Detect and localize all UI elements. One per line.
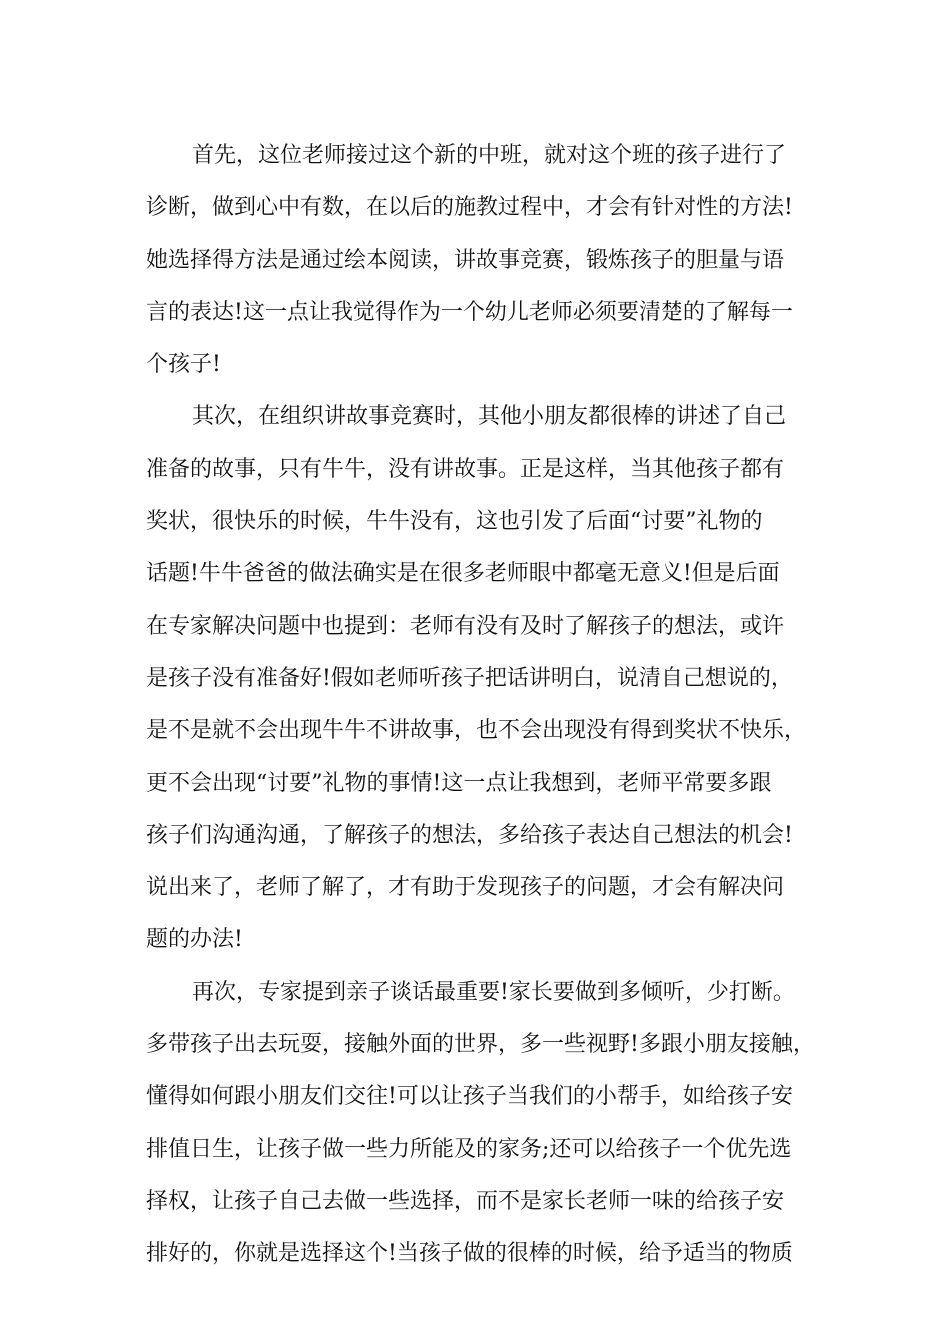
text-line: 题的办法!: [146, 927, 243, 953]
text-line: 其次，在组织讲故事竞赛时，其他小朋友都很棒的讲述了自己: [192, 404, 787, 430]
text-line: 在专家解决问题中也提到：老师有没有及时了解孩子的想法，或许: [146, 613, 785, 639]
text-line: 排好的，你就是选择这个!当孩子做的很棒的时候，给予适当的物质: [146, 1241, 793, 1267]
paragraph-2: [146, 391, 826, 966]
text-line: 再次，专家提到亲子谈话最重要!家长要做到多倾听，少打断。: [192, 979, 795, 1005]
text-line: 排值日生，让孩子做一些力所能及的家务;还可以给孩子一个优先选: [146, 1136, 792, 1162]
text-line: 懂得如何跟小朋友们交往!可以让孩子当我们的小帮手，如给孩子安: [146, 1084, 793, 1110]
document-body: [146, 130, 826, 1281]
text-line: 个孩子!: [146, 352, 221, 378]
text-line: 是不是就不会出现牛牛不讲故事，也不会出现没有得到奖状不快乐，: [146, 718, 807, 744]
text-line: 首先，这位老师接过这个新的中班，就对这个班的孩子进行了: [192, 143, 787, 168]
text-line: 多带孩子出去玩耍，接触外面的世界，多一些视野!多跟小朋友接触，: [146, 1032, 815, 1058]
text-line: 奖状，很快乐的时候，牛牛没有，这也引发了后面“讨要”礼物的: [146, 509, 763, 535]
text-line: 话题!牛牛爸爸的做法确实是在很多老师眼中都毫无意义!但是后面: [146, 561, 780, 587]
text-line: 准备的故事，只有牛牛，没有讲故事。正是这样，当其他孩子都有: [146, 456, 785, 482]
text-line: 说出来了，老师了解了，才有助于发现孩子的问题，才会有解决问: [146, 875, 785, 901]
text-line: 择权，让孩子自己去做一些选择，而不是家长老师一味的给孩子安: [146, 1188, 785, 1214]
text-line: 孩子们沟通沟通，了解孩子的想法，多给孩子表达自己想法的机会!: [146, 822, 793, 848]
text-line: 她选择得方法是通过绘本阅读，讲故事竞赛，锻炼孩子的胆量与语: [146, 247, 785, 273]
paragraph-3: [146, 967, 826, 1281]
text-line: 诊断，做到心中有数，在以后的施教过程中，才会有针对性的方法!: [146, 195, 793, 221]
text-line: 更不会出现“讨要”礼物的事情!这一点让我想到，老师平常要多跟: [146, 770, 772, 796]
paragraph-1: [146, 130, 826, 391]
text-line: 是孩子没有准备好!假如老师听孩子把话讲明白，说清自己想说的，: [146, 665, 793, 691]
text-line: 言的表达!这一点让我觉得作为一个幼儿老师必须要清楚的了解每一: [146, 299, 793, 325]
